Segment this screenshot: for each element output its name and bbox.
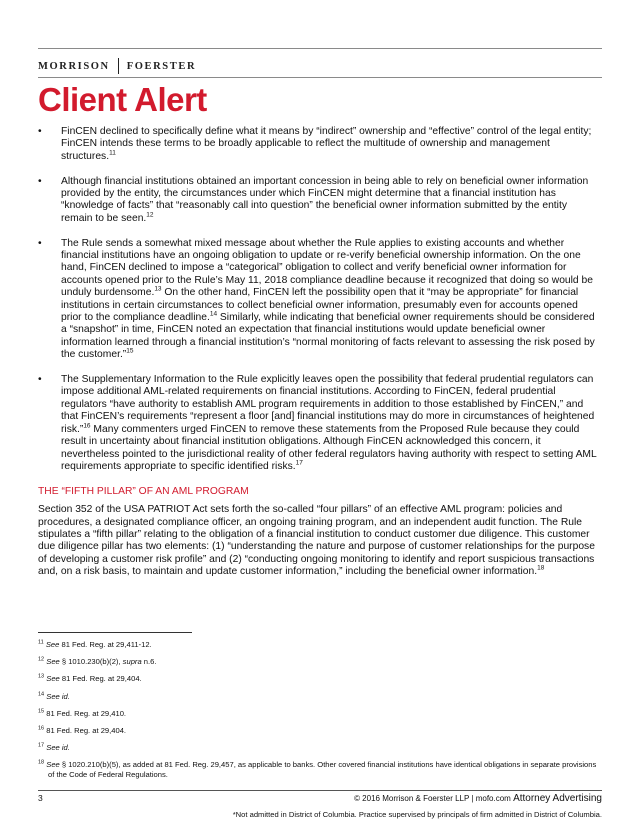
bullet-text: Similarly, while indicating that beneficial owner requirements should be considered a “snapshot” in time, FinCEN noted an expectation that financial institutions would update beneficial owner information learned through a financial institution’s “normal monitoring of facts relevant to assessing the risk posed by the customer.” [61, 312, 595, 361]
footnote-ref: 15 [126, 347, 134, 355]
section-heading: THE “FIFTH PILLAR” OF AN AML PROGRAM [38, 485, 249, 497]
firm-logo [38, 58, 196, 74]
bullet-text: Although financial institutions obtained an important concession in being able to rely on beneficial owner information provided by the entity, the circumstances under which FinCEN might determine that a financial institution has “knowledge of facts” that “reasonably call into question” the beneficial owner information submitted by the entity remain to be seen. [61, 175, 589, 224]
footnote-text: 81 Fed. Reg. at 29,411-12. [59, 640, 152, 649]
copyright-line [354, 793, 602, 804]
footnote-text: 81 Fed. Reg. at 29,410. [46, 708, 127, 718]
bullet-text: The Supplementary Information to the Rule explicitly leaves open the possibility that federal prudential regulators can impose additional AML-related requirements on financial institutions. According to FinCEN, federal prudential regulators “have authority to establish AML program requirements in addition to those established by FinCEN,” and that FinCEN’s requirements “represent a floor [and] financial institutions may do more in circumstances of heightened risk.” [61, 374, 595, 435]
bullet-item [38, 238, 598, 362]
footnote-item [38, 674, 598, 684]
footnote-signal: See [46, 657, 60, 667]
footnote-ref: 13 [154, 285, 162, 293]
footnote-number: 16 [38, 725, 45, 732]
main-content [38, 126, 598, 579]
footnote-item [38, 692, 598, 702]
footnote-signal: See id. [46, 743, 70, 753]
footnotes [38, 640, 598, 787]
disclaimer: *Not admitted in District of Columbia. Practice supervised by principals of firm admitted in District of Columbia. [232, 810, 602, 819]
footnote-text: n.6. [141, 657, 157, 667]
footnote-number: 14 [38, 691, 45, 698]
logo-right-word: FOERSTER [126, 60, 197, 72]
bullet-list [38, 126, 598, 473]
footnote-item [38, 726, 598, 736]
footnote-item [38, 743, 598, 753]
bullet-text: On the other hand, FinCEN left the possibility open that it “may be appropriate” for financial institutions in certain circumstances to collect beneficial owner information, presumably even for accounts opened prior to the compliance deadline. [61, 287, 579, 324]
page-number: 3 [38, 793, 43, 803]
bullet-dot: • [38, 237, 42, 249]
footnote-number: 15 [38, 708, 45, 715]
bullet-text: FinCEN declined to specifically define what it means by “indirect” ownership and “effective” control of the legal entity; FinCEN intends these terms to be broadly applicable to reflect the multitude of ownership and management structures. [61, 126, 592, 162]
footnote-number: 12 [38, 656, 45, 663]
footnote-number: 18 [38, 759, 45, 766]
section-paragraph [38, 504, 598, 578]
footnote-text: 81 Fed. Reg. at 29,404. [59, 674, 142, 684]
bullet-item [38, 126, 598, 163]
footnote-signal: See [46, 674, 60, 684]
footnote-item [38, 709, 598, 719]
footer-rule [38, 790, 602, 791]
bullet-item [38, 176, 598, 226]
footnote-ref: 11 [109, 149, 116, 157]
footnote-ref: 16 [83, 422, 91, 430]
footnote-ref: 14 [209, 310, 218, 318]
bullet-dot: • [38, 374, 42, 386]
paragraph-text: Section 352 of the USA PATRIOT Act sets forth the so-called “four pillars” of an effective AML program: policies and procedures, a designated compliance officer, an ongoing training program, and an independent audit function. The Rule stipulates a “fifth pillar” relating to the obligation of a financial institution to conduct customer due diligence. This customer due diligence pillar has two elements: (1) “understanding the nature and purpose of customer relationships for the purpose of developing a customer risk profile” and (2) “conducting ongoing monitoring to identify and report suspicious transactions and, on a risk basis, to maintain and update customer information,” including the beneficial owner information. [38, 504, 595, 578]
logo-left-word: MORRISON [38, 60, 110, 72]
footnote-ref: 17 [295, 459, 303, 467]
footnote-separator [38, 632, 192, 633]
footnote-signal: See [46, 760, 60, 770]
header-top-rule [38, 48, 602, 49]
footnote-text: 81 Fed. Reg. at 29,404. [46, 725, 127, 735]
footnote-ref: 12 [146, 211, 154, 219]
footnote-italic: supra [122, 657, 142, 667]
footnote-signal: See id. [46, 691, 70, 701]
footnote-item [38, 657, 598, 667]
bullet-item [38, 374, 598, 473]
footnote-ref: 18 [537, 564, 545, 572]
footnote-number: 17 [38, 742, 45, 749]
logo-divider [118, 58, 119, 74]
footnote-number: 13 [38, 673, 45, 680]
bullet-dot: • [38, 175, 42, 187]
footnote-text: § 1010.230(b)(2), [59, 657, 123, 667]
footnote-signal: See [45, 640, 60, 649]
document-title: Client Alert [38, 81, 207, 118]
copyright-text: © 2016 Morrison & Foerster LLP | mofo.com [354, 794, 514, 803]
footnote-item [38, 640, 598, 650]
attorney-advertising: Attorney Advertising [513, 793, 602, 804]
bullet-dot: • [38, 126, 42, 137]
header-bottom-rule [38, 77, 602, 78]
footnote-text: § 1020.210(b)(5), as added at 81 Fed. Reg. 29,457, as applicable to banks. Other covered financial institutions have identical obligations in separate provisions of the Code of Federal Regulations. [48, 760, 597, 779]
footnote-item [38, 760, 598, 779]
bullet-text: The Rule sends a somewhat mixed message about whether the Rule applies to existing accounts and whether financial institutions have an ongoing obligation to update or re-verify beneficial ownership information. On the one hand, FinCEN declined to impose a “categorical” obligation to collect and verify beneficial owner information for accounts opened prior to the Rule’s May 11, 2018 compliance deadline because it recognized that doing so would be unduly burdensome. [61, 237, 593, 299]
footnote-number: 11 [38, 639, 44, 646]
bullet-text: Many commenters urged FinCEN to remove these statements from the Proposed Rule because they could result in uncertainty about financial institution obligations. Although FinCEN acknowledged this concern, it nevertheless pointed to the jurisdictional reality of other federal regulators having authority with respect to setting AML requirements appropriate to specific identified risks. [61, 423, 597, 472]
